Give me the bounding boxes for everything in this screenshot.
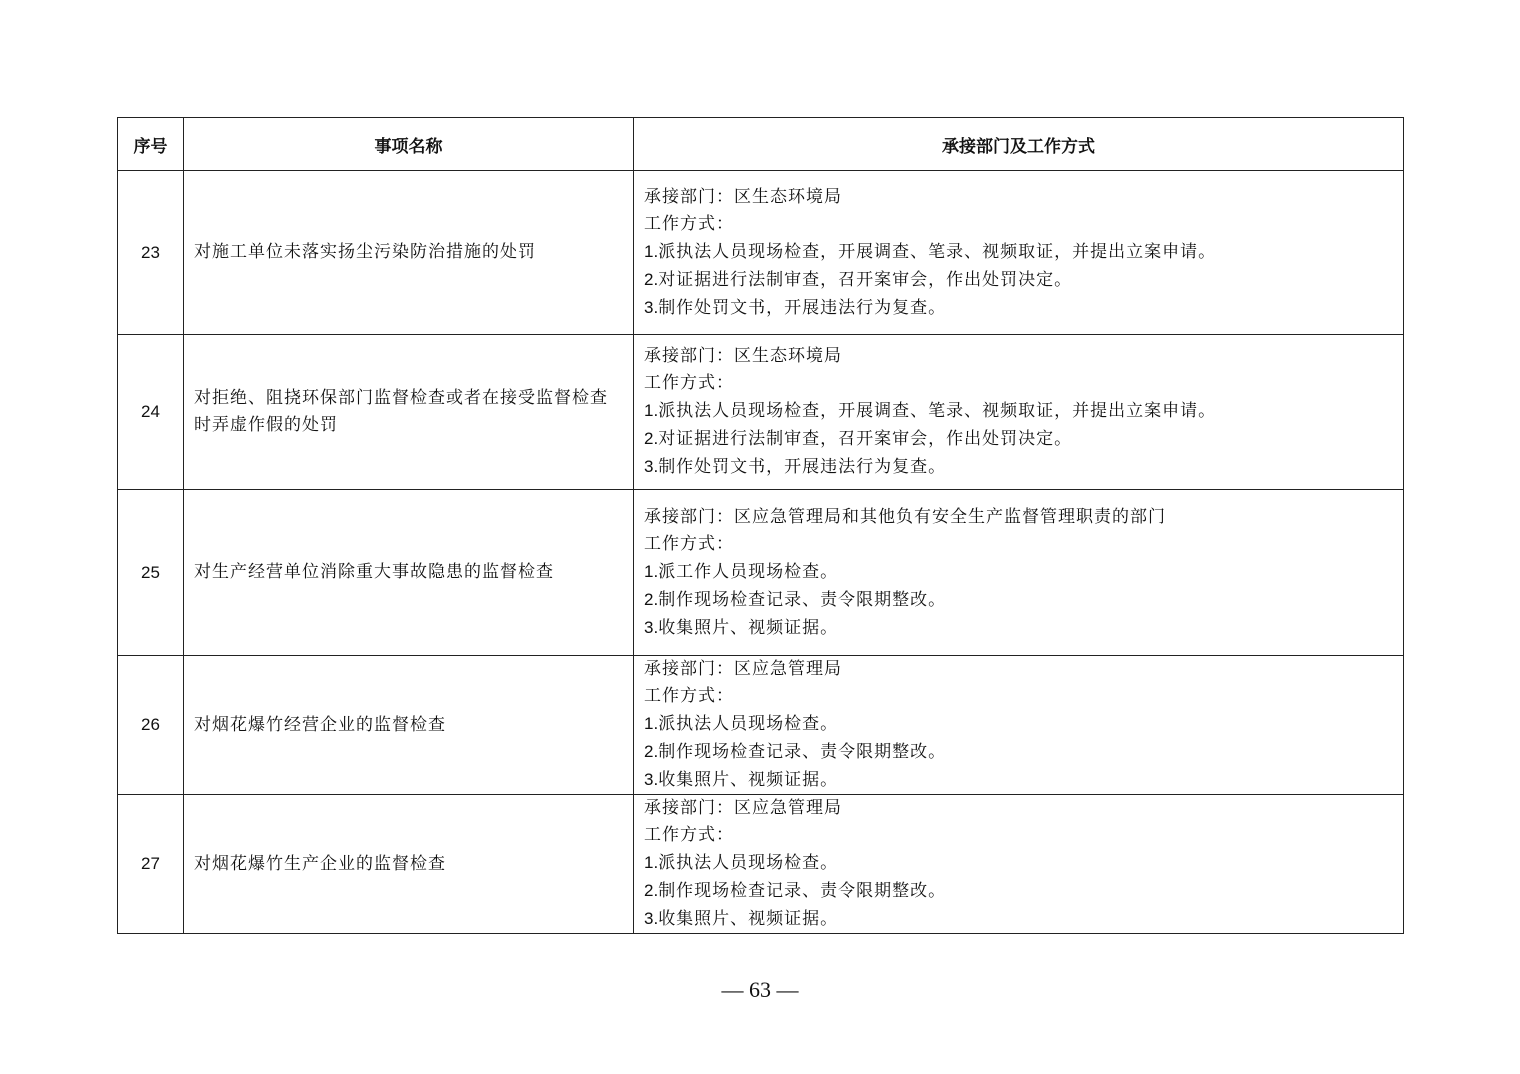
step-number: 2. bbox=[644, 429, 659, 448]
step-text: 收集照片、视频证据。 bbox=[658, 617, 839, 638]
step-number: 1. bbox=[644, 714, 659, 733]
department-line: 承接部门：区应急管理局和其他负有安全生产监督管理职责的部门 bbox=[644, 506, 1166, 527]
method-label: 工作方式： bbox=[644, 373, 734, 393]
step-line bbox=[644, 614, 1393, 642]
row-serial-number: 27 bbox=[118, 795, 184, 934]
row-serial-number: 26 bbox=[118, 656, 184, 795]
table-row bbox=[118, 656, 1404, 795]
header-serial-number: 序号 bbox=[118, 118, 184, 171]
page-number: — 63 — bbox=[721, 977, 799, 1002]
row-department-and-method bbox=[634, 335, 1404, 490]
step-text: 制作现场检查记录、责令限期整改。 bbox=[658, 881, 947, 901]
step-line bbox=[644, 294, 1393, 322]
step-number: 2. bbox=[644, 269, 659, 289]
header-department-and-method: 承接部门及工作方式 bbox=[634, 118, 1404, 171]
row-item-name: 对烟花爆竹生产企业的监督检查 bbox=[184, 795, 634, 934]
method-label: 工作方式： bbox=[644, 825, 734, 845]
row-serial-number: 24 bbox=[118, 335, 184, 490]
step-number: 3. bbox=[644, 457, 659, 476]
department-line: 承接部门：区应急管理局 bbox=[644, 659, 842, 679]
row-item-name: 对烟花爆竹经营企业的监督检查 bbox=[184, 656, 634, 795]
step-number: 1. bbox=[644, 241, 659, 261]
step-line bbox=[644, 905, 1393, 933]
step-text: 制作处罚文书，开展违法行为复查。 bbox=[658, 297, 947, 318]
department-line: 承接部门：区生态环境局 bbox=[644, 186, 842, 207]
step-line bbox=[644, 877, 1393, 905]
row-serial-number: 23 bbox=[118, 171, 184, 335]
step-number: 2. bbox=[644, 881, 659, 900]
row-item-name: 对生产经营单位消除重大事故隐患的监督检查 bbox=[184, 490, 634, 656]
table-row bbox=[118, 490, 1404, 656]
department-line: 承接部门：区生态环境局 bbox=[644, 346, 842, 366]
step-line bbox=[644, 766, 1393, 794]
row-department-and-method bbox=[634, 656, 1404, 795]
step-text: 派执法人员现场检查。 bbox=[658, 853, 839, 873]
table-row bbox=[118, 795, 1404, 934]
step-line bbox=[644, 849, 1393, 877]
row-item-name: 对施工单位未落实扬尘污染防治措施的处罚 bbox=[184, 171, 634, 335]
department-line: 承接部门：区应急管理局 bbox=[644, 798, 842, 818]
step-text: 对证据进行法制审查，召开案审会，作出处罚决定。 bbox=[658, 429, 1073, 449]
step-line bbox=[644, 453, 1393, 481]
row-item-name: 对拒绝、阻挠环保部门监督检查或者在接受监督检查时弄虚作假的处罚 bbox=[184, 335, 634, 490]
row-department-and-method bbox=[634, 490, 1404, 656]
step-line bbox=[644, 710, 1393, 738]
row-department-and-method bbox=[634, 795, 1404, 934]
table-row bbox=[118, 335, 1404, 490]
header-item-name: 事项名称 bbox=[184, 118, 634, 171]
step-number: 3. bbox=[644, 297, 659, 317]
step-line bbox=[644, 586, 1393, 614]
table-row bbox=[118, 171, 1404, 335]
step-text: 收集照片、视频证据。 bbox=[658, 909, 839, 929]
step-number: 3. bbox=[644, 770, 659, 789]
step-line bbox=[644, 425, 1393, 453]
step-line bbox=[644, 266, 1393, 294]
step-number: 3. bbox=[644, 617, 659, 637]
method-label: 工作方式： bbox=[644, 213, 734, 234]
step-line bbox=[644, 397, 1393, 425]
step-text: 派执法人员现场检查。 bbox=[658, 714, 839, 734]
step-line bbox=[644, 238, 1393, 266]
step-text: 对证据进行法制审查，召开案审会，作出处罚决定。 bbox=[658, 269, 1073, 290]
step-text: 制作现场检查记录、责令限期整改。 bbox=[658, 589, 947, 610]
step-text: 制作处罚文书，开展违法行为复查。 bbox=[658, 457, 947, 477]
step-text: 派执法人员现场检查，开展调查、笔录、视频取证，并提出立案申请。 bbox=[658, 401, 1217, 421]
step-text: 派工作人员现场检查。 bbox=[658, 561, 839, 582]
step-number: 2. bbox=[644, 589, 659, 609]
method-label: 工作方式： bbox=[644, 533, 734, 554]
step-number: 1. bbox=[644, 401, 659, 420]
step-line bbox=[644, 558, 1393, 586]
row-serial-number: 25 bbox=[118, 490, 184, 656]
step-number: 3. bbox=[644, 909, 659, 928]
step-text: 派执法人员现场检查，开展调查、笔录、视频取证，并提出立案申请。 bbox=[658, 241, 1217, 262]
row-department-and-method bbox=[634, 171, 1404, 335]
step-number: 1. bbox=[644, 561, 659, 581]
responsibility-table bbox=[117, 117, 1404, 934]
step-number: 1. bbox=[644, 853, 659, 872]
step-text: 收集照片、视频证据。 bbox=[658, 770, 839, 790]
step-number: 2. bbox=[644, 742, 659, 761]
method-label: 工作方式： bbox=[644, 686, 734, 706]
table-header-row bbox=[118, 118, 1404, 171]
step-text: 制作现场检查记录、责令限期整改。 bbox=[658, 742, 947, 762]
step-line bbox=[644, 738, 1393, 766]
